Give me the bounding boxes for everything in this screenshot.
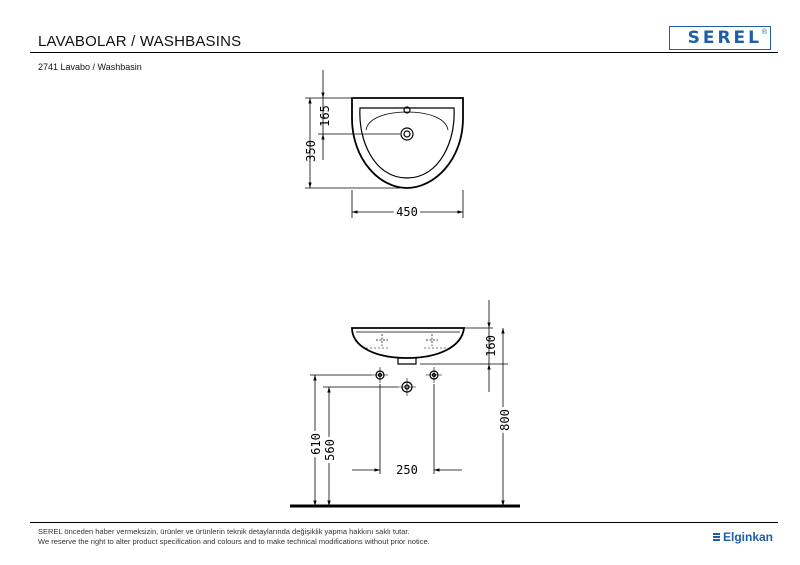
product-label: 2741 Lavabo / Washbasin: [38, 62, 142, 72]
drain-icon: [401, 128, 413, 140]
dim-250: 250: [396, 463, 418, 477]
logo-text: SEREL: [687, 28, 762, 48]
dim-350: 350: [304, 140, 318, 162]
footer-disclaimer-tr: SEREL önceden haber vermeksizin, ürünler ve ürünlerin teknik detaylarında değişiklik yapma hakkını saklı tutar.: [38, 527, 410, 536]
page-title: LAVABOLAR / WASHBASINS: [38, 33, 242, 50]
footer-disclaimer-en: We reserve the right to alter product specification and colours and to make technical modifications without prior notice.: [38, 537, 430, 546]
brand-name: Elginkan: [723, 530, 774, 544]
dim-610: 610: [309, 433, 323, 455]
dim-450: 450: [396, 205, 418, 219]
dim-800: 800: [498, 409, 512, 431]
top-view: [305, 70, 463, 218]
dim-160: 160: [484, 335, 498, 357]
elginkan-mark-icon: [713, 533, 720, 541]
registered-mark: ®: [761, 29, 767, 36]
elginkan-logo: [713, 530, 773, 544]
footer-divider: [30, 522, 778, 523]
dim-560: 560: [323, 439, 337, 461]
dim-165: 165: [318, 105, 332, 127]
